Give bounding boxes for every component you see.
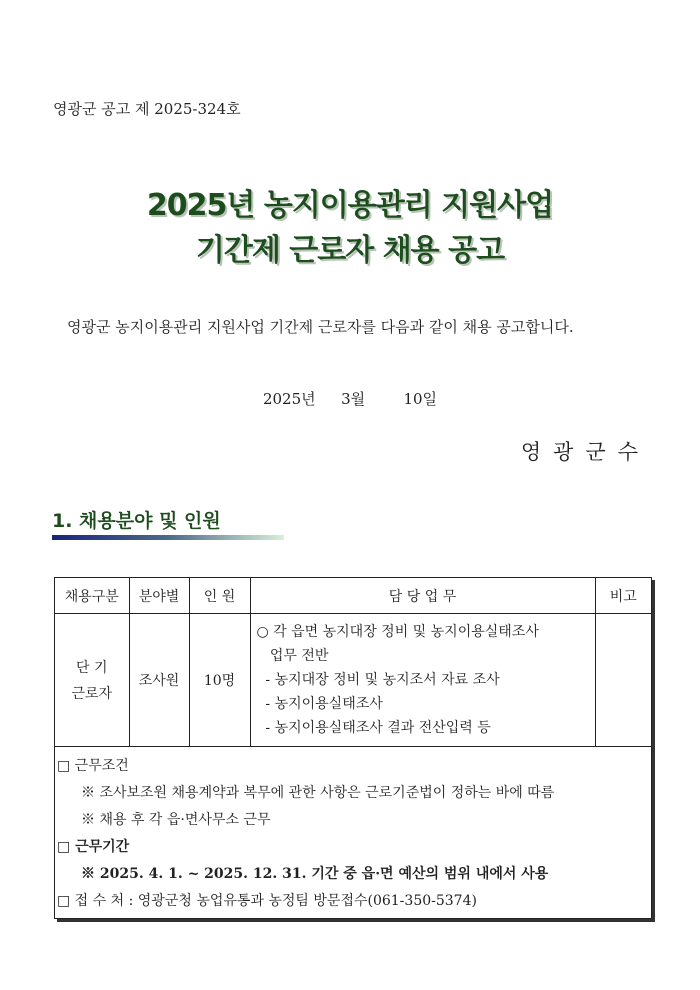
cell-type [55,614,129,747]
cell-field: 조사원 [129,614,189,747]
work-condition-item: ※ 조사보조원 채용계약과 복무에 관한 사항은 근로기준법이 정하는 바에 따름 [81,785,555,801]
notes-section [55,747,651,915]
reception-info: □ 접 수 처 : 영광군청 농업유통과 농정팀 방문접수(061-350-5374) [57,893,477,909]
header-note: 비고 [595,578,651,614]
notice-date: 2025년 3월 10일 [262,390,438,408]
type-line-2: 근로자 [71,686,113,702]
notice-number: 영광군 공고 제 2025-324호 [53,100,241,118]
work-condition-item: ※ 채용 후 각 읍·면사무소 근무 [81,812,271,828]
title-line-2: 기간제 근로자 채용 공고 [195,233,505,268]
cell-count: 10명 [189,614,250,747]
issuer: 영광군수 [520,440,650,464]
title-line-1: 2025년 농지이용관리 지원사업 [146,188,554,223]
section-title: 1. 채용분야 및 인원 [52,510,221,532]
period-detail: ※ 2025. 4. 1. ~ 2025. 12. 31. 기간 중 읍·면 예산의 범위 내에서 사용 [81,866,549,882]
recruitment-table [54,577,652,919]
duty-line: - 농지이용실태조사 결과 전산입력 등 [256,720,491,736]
header-type: 채용구분 [55,578,129,614]
type-line-1: 단 기 [76,660,108,676]
header-field: 분야별 [129,578,189,614]
intro-text: 영광군 농지이용관리 지원사업 기간제 근로자를 다음과 같이 채용 공고합니다. [67,318,574,336]
cell-note [595,614,651,747]
table-row [55,614,651,747]
header-count: 인 원 [189,578,250,614]
header-duties: 담 당 업 무 [250,578,595,614]
duty-line: - 농지이용실태조사 [256,696,383,712]
work-conditions-title: □ 근무조건 [57,758,129,774]
duty-line: ○ 각 읍면 농지대장 정비 및 농지이용실태조사 [256,624,539,640]
section-underline [52,535,284,540]
table-header-row [55,578,651,614]
duty-line: - 농지대장 정비 및 농지조서 자료 조사 [256,672,500,688]
cell-duties [250,614,595,747]
period-title: □ 근무기간 [57,839,130,855]
duty-line: 업무 전반 [256,648,329,664]
